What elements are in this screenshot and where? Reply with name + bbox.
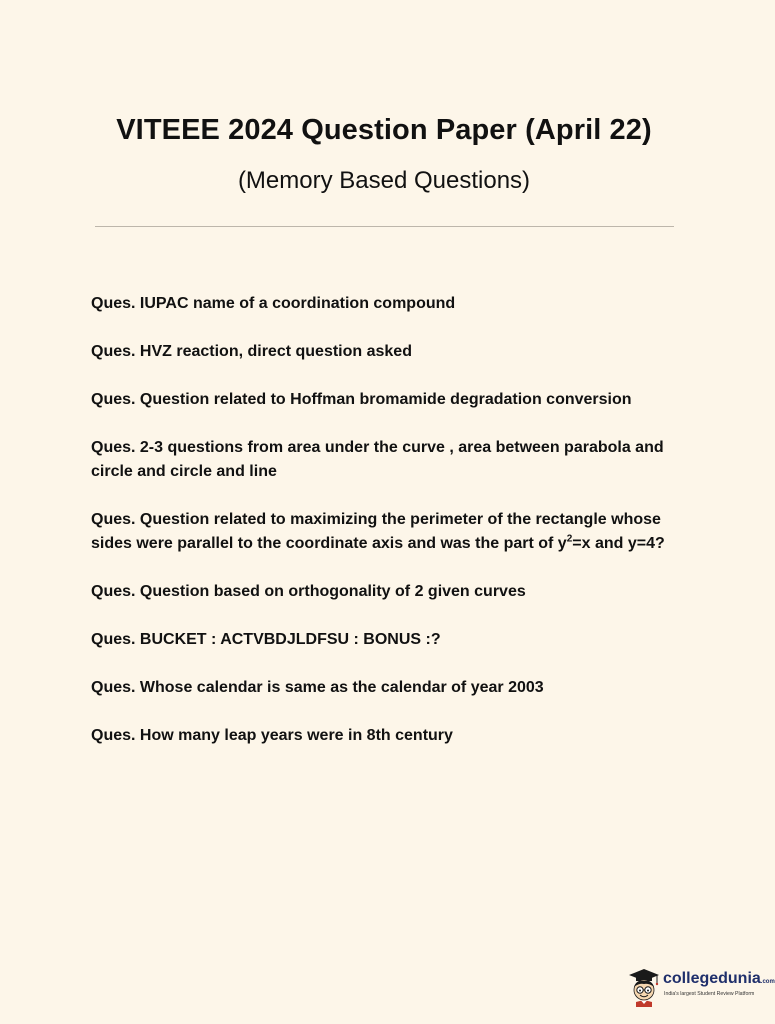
question-item-2: Ques. HVZ reaction, direct question asked [91, 343, 412, 360]
question-item-9: Ques. How many leap years were in 8th century [91, 727, 453, 744]
question-item-6: Ques. Question based on orthogonality of 2 given curves [91, 583, 526, 600]
question-item-4: Ques. 2-3 questions from area under the curve , area between parabola and circle and circle and line [91, 439, 664, 480]
question-item-5-text-end: =x and y=4? [572, 535, 665, 552]
logo-wordmark [663, 970, 775, 988]
question-item-8: Ques. Whose calendar is same as the calendar of year 2003 [91, 679, 544, 696]
question-item-7: Ques. BUCKET : ACTVBDJLDFSU : BONUS :? [91, 631, 441, 648]
question-item-5-text: Ques. Question related to maximizing the perimeter of the rectangle whose sides were parallel to the coordinate axis and was the part of y [91, 511, 661, 552]
page-subtitle: (Memory Based Questions) [237, 167, 531, 194]
title-divider [95, 226, 674, 227]
question-item-5 [91, 508, 691, 556]
question-item-1: Ques. IUPAC name of a coordination compound [91, 295, 456, 312]
collegedunia-logo [627, 966, 775, 1008]
mascot-icon [627, 966, 661, 1008]
question-item-5-superscript: 2 [566, 533, 573, 545]
logo-name-text: collegedunia [663, 970, 761, 987]
question-list [91, 292, 691, 772]
page-title: VITEEE 2024 Question Paper (April 22) [116, 114, 652, 146]
logo-tld: .com [760, 979, 775, 985]
logo-tagline: India's largest Student Review Platform [664, 991, 755, 997]
question-item-3: Ques. Question related to Hoffman bromamide degradation conversion [91, 391, 632, 408]
